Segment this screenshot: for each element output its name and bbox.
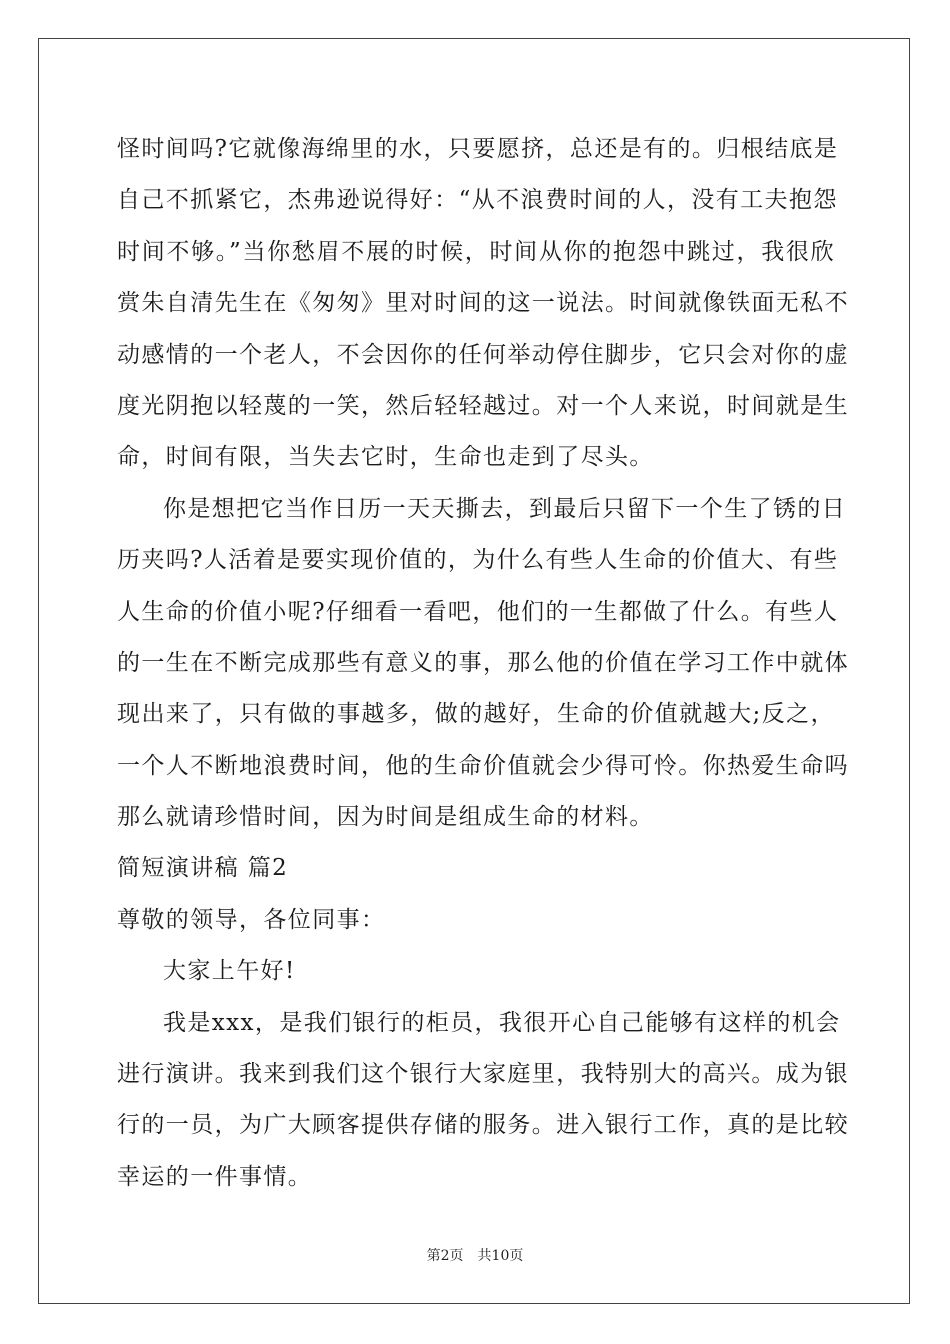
text-line: 你是想把它当作日历一天天撕去，到最后只留下一个生了锈的日	[163, 495, 847, 522]
text-line: 那么就请珍惜时间，因为时间是组成生命的材料。	[117, 804, 654, 831]
text-line: 人生命的价值小呢?仔细看一看吧，他们的一生都做了什么。有些人	[117, 598, 839, 625]
text-line: 现出来了，只有做的事越多，做的越好，生命的价值就越大;反之，	[117, 701, 835, 728]
text-line: 我是xxx，是我们银行的柜员，我很开心自己能够有这样的机会	[163, 1009, 841, 1036]
text-line: 动感情的一个老人，不会因你的任何举动停住脚步，它只会对你的虚	[117, 341, 849, 368]
text-line: 怪时间吗?它就像海绵里的水，只要愿挤，总还是有的。归根结底是	[117, 136, 839, 162]
text-line: 历夹吗?人活着是要实现价值的，为什么有些人生命的价值大、有些	[117, 547, 839, 574]
text-line: 的一生在不断完成那些有意义的事，那么他的价值在学习工作中就体	[117, 649, 849, 676]
text-line: 一个人不断地浪费时间，他的生命价值就会少得可怜。你热爱生命吗	[117, 752, 849, 779]
text-line: 尊敬的领导，各位同事：	[117, 906, 386, 933]
text-line: 自己不抓紧它，杰弗逊说得好：“从不浪费时间的人，没有工夫抱怨	[117, 187, 838, 214]
text-line: 行的一员，为广大顾客提供存储的服务。进入银行工作，真的是比较	[117, 1112, 849, 1139]
text-line: 命，时间有限，当失去它时，生命也走到了尽头。	[117, 444, 654, 471]
text-line: 赏朱自清先生在《匆匆》里对时间的这一说法。时间就像铁面无私不	[117, 290, 849, 317]
text-line: 时间不够。”当你愁眉不展的时候，时间从你的抱怨中跳过，我很欣	[117, 238, 835, 265]
text-line: 幸运的一件事情。	[117, 1163, 313, 1190]
text-line: 简短演讲稿 篇2	[117, 855, 289, 882]
text-line: 大家上午好!	[163, 958, 296, 985]
text-line: 度光阴抱以轻蔑的一笑，然后轻轻越过。对一个人来说，时间就是生	[117, 392, 849, 419]
text-line: 进行演讲。我来到我们这个银行大家庭里，我特别大的高兴。成为银	[117, 1061, 849, 1088]
page-number-footer: 第2页 共10页	[426, 1248, 524, 1264]
document-body	[117, 129, 849, 1208]
